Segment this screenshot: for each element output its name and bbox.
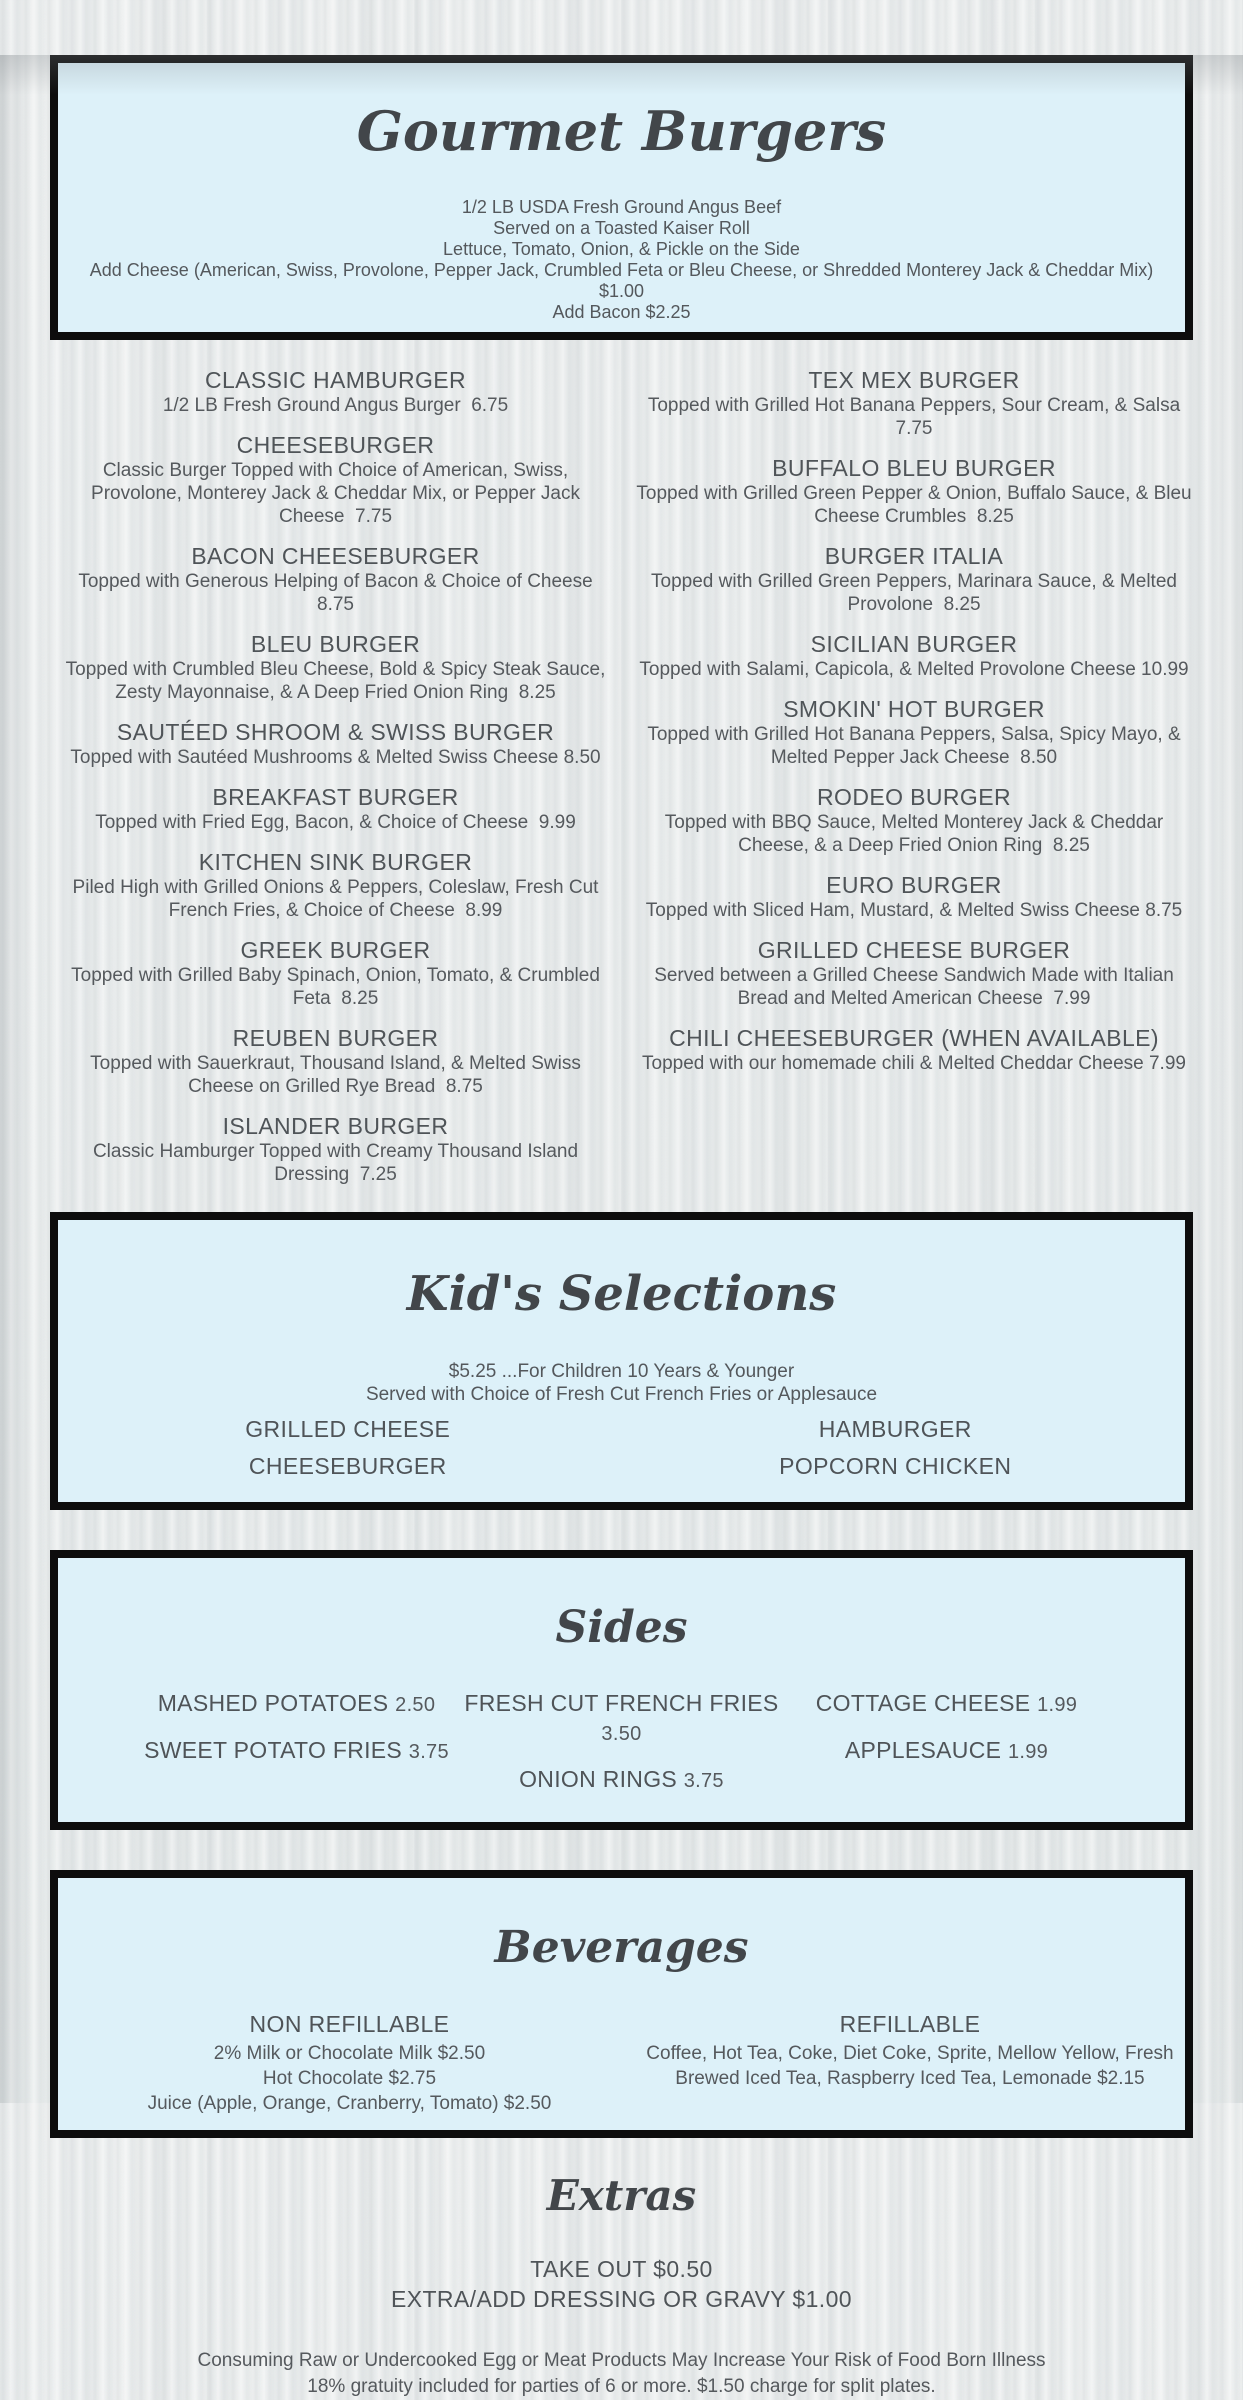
burger-list bbox=[0, 340, 1243, 1200]
sides-items-row bbox=[58, 1689, 1185, 1812]
burger-item-description: Topped with our homemade chili & Melted Cheddar Cheese 7.99 bbox=[642, 1053, 1186, 1075]
side-item-name: COTTAGE CHEESE bbox=[815, 1690, 1031, 1717]
burger-item bbox=[60, 431, 611, 528]
burger-item-name: BREAKFAST BURGER bbox=[212, 784, 459, 811]
burger-item-description: Classic Hamburger Topped with Creamy Thousand Island Dressing 7.25 bbox=[92, 1141, 584, 1186]
extras-lines bbox=[0, 2254, 1243, 2314]
burger-item-name: EURO BURGER bbox=[826, 872, 1002, 899]
burger-item-description: Topped with Grilled Green Pepper & Onion, Buffalo Sauce, & Bleu Cheese Crumbles 8.25 bbox=[636, 483, 1197, 528]
refillable-heading: REFILLABLE bbox=[839, 2011, 981, 2038]
burger-item bbox=[60, 783, 611, 834]
beverages-title: Beverages bbox=[494, 1921, 749, 1973]
burger-item-description: Topped with Sliced Ham, Mustard, & Melted Swiss Cheese 8.75 bbox=[645, 900, 1183, 922]
burger-item-name: RODEO BURGER bbox=[817, 784, 1011, 811]
refillable-column bbox=[641, 2009, 1185, 2116]
burger-item-name: KITCHEN SINK BURGER bbox=[198, 849, 473, 876]
burger-item-name: SAUTÉED SHROOM & SWISS BURGER bbox=[116, 719, 555, 746]
intro-line: $5.25 ...For Children 10 Years & Younger bbox=[448, 1361, 795, 1382]
burger-item-description: Topped with Generous Helping of Bacon & Choice of Cheese 8.75 bbox=[78, 571, 598, 616]
footer-notes bbox=[0, 2348, 1243, 2400]
gourmet-burgers-intro bbox=[76, 197, 1167, 323]
burger-item-description: Topped with Grilled Hot Banana Peppers, Sour Cream, & Salsa 7.75 bbox=[647, 395, 1186, 440]
burger-item-description: Topped with Sauerkraut, Thousand Island, & Melted Swiss Cheese on Grilled Rye Bread 8.75 bbox=[90, 1053, 587, 1098]
intro-line: Add Bacon $2.25 bbox=[552, 302, 691, 323]
sides-title: Sides bbox=[555, 1601, 688, 1653]
side-item-price: 2.50 bbox=[395, 1694, 436, 1717]
burger-item bbox=[633, 366, 1195, 440]
side-item-price: 3.75 bbox=[408, 1741, 449, 1764]
burger-item-name: ISLANDER BURGER bbox=[222, 1113, 449, 1140]
extras-line: TAKE OUT $0.50 bbox=[530, 2255, 713, 2282]
side-item bbox=[142, 1736, 452, 1767]
footer-line: Consuming Raw or Undercooked Egg or Meat Products May Increase Your Risk of Food Born Illness bbox=[197, 2349, 1046, 2371]
intro-line: Served with Choice of Fresh Cut French Fries or Applesauce bbox=[365, 1384, 878, 1405]
extras-section bbox=[0, 2170, 1243, 2314]
burger-item-name: GREEK BURGER bbox=[240, 937, 431, 964]
burger-item bbox=[60, 366, 611, 417]
beverage-line: Hot Chocolate $2.75 bbox=[262, 2068, 437, 2090]
gourmet-burgers-title: Gourmet Burgers bbox=[356, 99, 887, 164]
side-item-name: MASHED POTATOES bbox=[157, 1690, 389, 1717]
burger-item-description: Classic Burger Topped with Choice of American, Swiss, Provolone, Monterey Jack & Cheddar Mix, or Pepper Jack Cheese 7.75 bbox=[91, 460, 586, 528]
kids-menu-item: CHEESEBURGER bbox=[248, 1453, 447, 1479]
intro-line: Lettuce, Tomato, Onion, & Pickle on the Side bbox=[443, 239, 800, 260]
side-item bbox=[452, 1689, 792, 1749]
kids-items-grid bbox=[74, 1416, 1169, 1490]
burger-item-name: REUBEN BURGER bbox=[232, 1025, 439, 1052]
extras-line: EXTRA/ADD DRESSING OR GRAVY $1.00 bbox=[391, 2285, 852, 2312]
burger-item-name: SMOKIN' HOT BURGER bbox=[783, 696, 1045, 723]
kids-menu-item: GRILLED CHEESE bbox=[245, 1416, 451, 1442]
footer-line: 18% gratuity included for parties of 6 or more. $1.50 charge for split plates. bbox=[307, 2375, 936, 2397]
burger-item-name: BACON CHEESEBURGER bbox=[191, 543, 480, 570]
side-item bbox=[452, 1765, 792, 1796]
burger-item-description: Topped with Salami, Capicola, & Melted Provolone Cheese 10.99 bbox=[639, 659, 1189, 681]
burger-item bbox=[633, 936, 1195, 1010]
burger-item-name: SICILIAN BURGER bbox=[810, 631, 1018, 658]
burger-item-description: Topped with Sautéed Mushrooms & Melted Swiss Cheese 8.50 bbox=[70, 747, 601, 769]
refillable-lines bbox=[641, 2041, 1179, 2091]
extras-title: Extras bbox=[546, 2170, 697, 2220]
burger-item-description: Topped with Grilled Hot Banana Peppers, Salsa, Spicy Mayo, & Melted Pepper Jack Cheese 8.50 bbox=[647, 724, 1186, 769]
gourmet-burgers-header-box bbox=[50, 55, 1193, 340]
burger-item-description: Topped with Fried Egg, Bacon, & Choice of Cheese 9.99 bbox=[95, 812, 576, 834]
burger-item-description: Topped with Crumbled Bleu Cheese, Bold & Spicy Steak Sauce, Zesty Mayonnaise, & A Deep Fried Onion Ring 8.25 bbox=[65, 659, 611, 704]
burger-column-right bbox=[633, 366, 1195, 1200]
burger-item-name: TEX MEX BURGER bbox=[808, 367, 1020, 394]
burger-item-name: BUFFALO BLEU BURGER bbox=[772, 455, 1056, 482]
side-item bbox=[142, 1689, 452, 1720]
burger-item-name: GRILLED CHEESE BURGER bbox=[757, 937, 1071, 964]
beverages-columns bbox=[58, 2009, 1185, 2116]
side-item-name: APPLESAUCE bbox=[844, 1737, 1002, 1764]
burger-item bbox=[633, 454, 1195, 528]
beverages-box bbox=[50, 1870, 1193, 2138]
kids-selections-title: Kid's Selections bbox=[406, 1266, 837, 1323]
burger-item bbox=[633, 695, 1195, 769]
burger-item bbox=[633, 1024, 1195, 1075]
burger-item bbox=[633, 783, 1195, 857]
side-item bbox=[792, 1736, 1102, 1767]
burger-column-left bbox=[60, 366, 611, 1200]
side-item-price: 3.50 bbox=[601, 1723, 642, 1746]
kids-column-left bbox=[74, 1416, 622, 1490]
side-item-price: 1.99 bbox=[1037, 1694, 1078, 1717]
burger-item-description: Topped with Grilled Baby Spinach, Onion, Tomato, & Crumbled Feta 8.25 bbox=[71, 965, 606, 1010]
burger-item bbox=[60, 848, 611, 922]
non-refillable-lines bbox=[58, 2041, 641, 2116]
burger-item-description: Topped with Grilled Green Peppers, Marinara Sauce, & Melted Provolone 8.25 bbox=[651, 571, 1183, 616]
burger-item bbox=[633, 630, 1195, 681]
burger-item bbox=[60, 630, 611, 704]
intro-line: 1/2 LB USDA Fresh Ground Angus Beef bbox=[461, 197, 782, 218]
burger-item-description: Served between a Grilled Cheese Sandwich Made with Italian Bread and Melted American Cheese 7.99 bbox=[654, 965, 1180, 1010]
burger-item-name: CHEESEBURGER bbox=[236, 432, 435, 459]
burger-item-description: 1/2 LB Fresh Ground Angus Burger 6.75 bbox=[162, 395, 509, 417]
non-refillable-column bbox=[58, 2009, 641, 2116]
burger-item bbox=[633, 871, 1195, 922]
sides-column-center bbox=[452, 1689, 792, 1812]
burger-item-name: BURGER ITALIA bbox=[824, 543, 1004, 570]
side-item-name: ONION RINGS bbox=[519, 1766, 678, 1793]
side-item-price: 1.99 bbox=[1007, 1741, 1049, 1764]
burger-item-description: Piled High with Grilled Onions & Peppers, Coleslaw, Fresh Cut French Fries, & Choice of Cheese 8.99 bbox=[72, 877, 604, 922]
intro-line: Add Cheese (American, Swiss, Provolone, Pepper Jack, Crumbled Feta or Bleu Cheese, or Shredded Monterey Jack & Cheddar Mix) $1.00 bbox=[89, 260, 1154, 302]
burger-item bbox=[60, 1024, 611, 1098]
side-item-price: 3.75 bbox=[683, 1770, 724, 1793]
sides-column-left bbox=[142, 1689, 452, 1812]
burger-item bbox=[60, 936, 611, 1010]
burger-item-name: CLASSIC HAMBURGER bbox=[204, 367, 467, 394]
beverage-line: 2% Milk or Chocolate Milk $2.50 bbox=[213, 2043, 486, 2065]
sides-box bbox=[50, 1550, 1193, 1830]
beverage-line: Coffee, Hot Tea, Coke, Diet Coke, Sprite, Mellow Yellow, Fresh Brewed Iced Tea, Raspberry Iced Tea, Lemonade $2.15 bbox=[646, 2043, 1174, 2090]
non-refillable-heading: NON REFILLABLE bbox=[249, 2011, 450, 2038]
intro-line: Served on a Toasted Kaiser Roll bbox=[493, 218, 750, 239]
kids-selections-box bbox=[50, 1212, 1193, 1510]
kids-column-right bbox=[622, 1416, 1170, 1490]
kids-menu-item: POPCORN CHICKEN bbox=[779, 1453, 1012, 1479]
burger-item bbox=[60, 1112, 611, 1186]
sides-column-right bbox=[792, 1689, 1102, 1812]
side-item-name: SWEET POTATO FRIES bbox=[144, 1737, 403, 1764]
burger-item-name: CHILI CHEESEBURGER (WHEN AVAILABLE) bbox=[669, 1025, 1159, 1052]
kids-menu-item: HAMBURGER bbox=[818, 1416, 972, 1442]
burger-item-name: BLEU BURGER bbox=[250, 631, 421, 658]
side-item bbox=[792, 1689, 1102, 1720]
kids-selections-intro bbox=[74, 1360, 1169, 1406]
burger-item-description: Topped with BBQ Sauce, Melted Monterey Jack & Cheddar Cheese, & a Deep Fried Onion Ring 8.25 bbox=[664, 812, 1169, 857]
burger-item bbox=[60, 718, 611, 769]
burger-item bbox=[60, 542, 611, 616]
burger-item bbox=[633, 542, 1195, 616]
side-item-name: FRESH CUT FRENCH FRIES bbox=[464, 1690, 779, 1717]
beverage-line: Juice (Apple, Orange, Cranberry, Tomato) $2.50 bbox=[147, 2093, 552, 2115]
